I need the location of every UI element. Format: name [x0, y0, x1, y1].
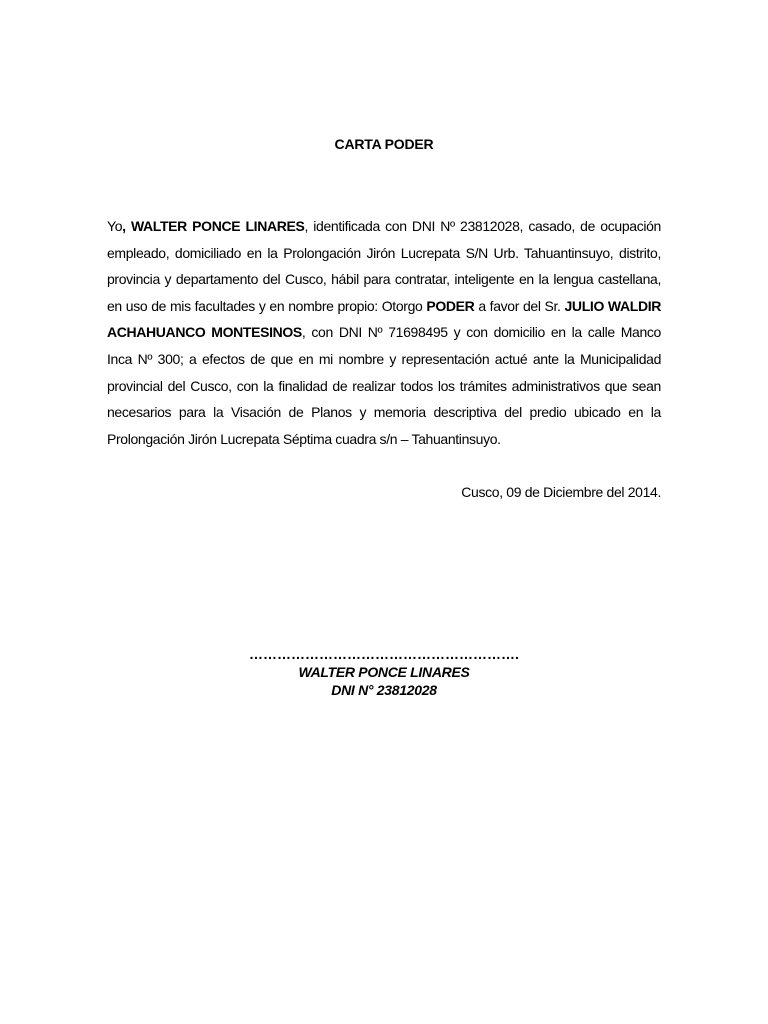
signature-dni: DNI N° 23812028: [331, 682, 437, 698]
body-paragraph: [107, 213, 661, 452]
signature-name: WALTER PONCE LINARES: [298, 664, 470, 680]
attorney-name: JULIO WALDIR ACHAHUANCO MONTESINOS: [107, 297, 662, 341]
text-run-attorney-details: , con DNI Nº 71698495 y con domicilio en la calle Manco Inca Nº 300; a efectos de que en mi nombre y representación actué ante la Municipalidad provincial del Cusco, con la finalidad de realizar todos los trámites administrativos que sean necesarios para la Visación de Planos y memoria descriptiva del predio ubicado en la Prolongación Jirón Lucrepata Séptima cuadra s/n – Tahuantinsuyo.: [107, 324, 661, 447]
date-line: Cusco, 09 de Diciembre del 2014.: [461, 484, 661, 500]
text-run-grantor-details: , identificada con DNI Nº 23812028, casado, de ocupación empleado, domiciliado en la Prolongación Jirón Lucrepata S/N Urb. Tahuantinsuyo, distrito, provincia y departamento del Cusco, hábil para contratar, inteligente en la lengua castellana, en uso de mis facultades y en nombre propio: Otorgo: [107, 218, 661, 314]
poder-keyword: PODER: [426, 297, 475, 314]
document-title: CARTA PODER: [334, 136, 434, 152]
signature-block: [0, 645, 768, 699]
grantor-name: , WALTER PONCE LINARES: [122, 218, 305, 234]
text-run-favor: a favor del Sr.: [474, 297, 565, 314]
signature-line: ………………………………………………….: [249, 646, 519, 662]
text-run-yo: Yo: [107, 218, 123, 234]
